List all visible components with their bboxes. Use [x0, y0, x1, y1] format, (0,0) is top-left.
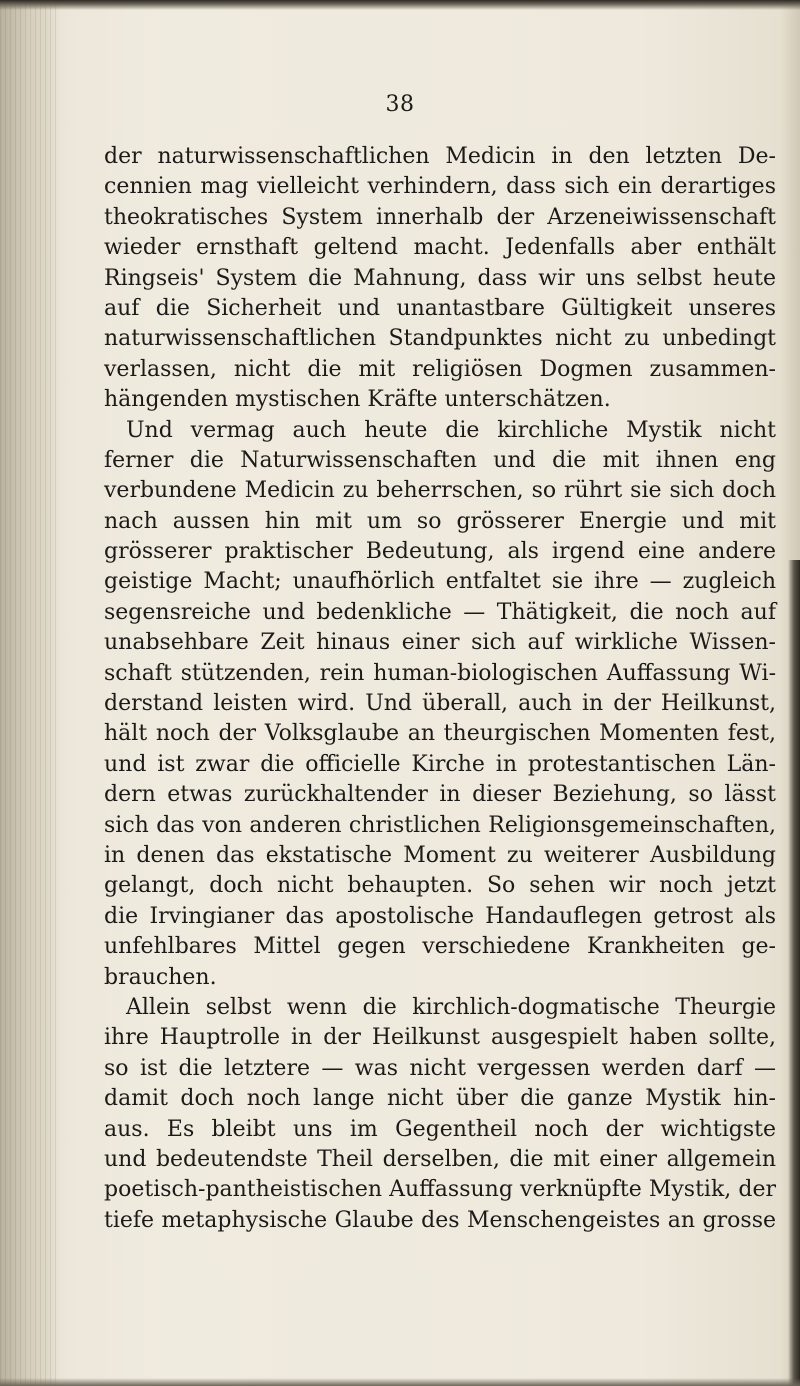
bottom-page-edge: [0, 1378, 800, 1386]
text-line: damit doch noch lange nicht über die ganze Mystik hin-: [104, 1086, 776, 1112]
text-line: ferner die Naturwissenschaften und die mit ihnen eng: [104, 447, 776, 473]
text-line: und bedeutendste Theil derselben, die mit einer allgemein: [104, 1146, 776, 1172]
right-page-edge: [788, 560, 800, 1386]
text-line: poetisch-pantheistischen Auffassung verknüpfte Mystik, der: [104, 1177, 776, 1203]
text-line: grösserer praktischer Bedeutung, als irgend eine andere: [104, 539, 776, 565]
text-line: ihre Hauptrolle in der Heilkunst ausgespielt haben sollte,: [104, 1025, 776, 1051]
text-line: nach aussen hin mit um so grösserer Energie und mit: [104, 508, 776, 534]
text-line: verlassen, nicht die mit religiösen Dogmen zusammen-: [104, 356, 776, 382]
text-line: sich das von anderen christlichen Religionsgemeinschaften,: [104, 812, 776, 838]
text-line: unfehlbares Mittel gegen verschiedene Krankheiten ge-: [104, 934, 776, 960]
text-line: cennien mag vielleicht verhindern, dass sich ein derartiges: [104, 174, 776, 200]
text-line: theokratisches System innerhalb der Arzeneiwissenschaft: [104, 204, 776, 230]
text-line: aus. Es bleibt uns im Gegentheil noch der wichtigste: [104, 1116, 776, 1142]
text-line: hält noch der Volksglaube an theurgischen Momenten fest,: [104, 721, 776, 747]
text-line: Und vermag auch heute die kirchliche Mystik nicht: [126, 417, 776, 443]
text-line: derstand leisten wird. Und überall, auch in der Heilkunst,: [104, 691, 776, 717]
text-line: der naturwissenschaftlichen Medicin in den letzten De-: [104, 144, 776, 169]
text-line: brauchen.: [104, 964, 217, 990]
text-line: tiefe metaphysische Glaube des Menschengeistes an grosse: [104, 1207, 776, 1233]
text-line: auf die Sicherheit und unantastbare Gültigkeit unseres: [104, 295, 776, 321]
text-line: gelangt, doch nicht behaupten. So sehen wir noch jetzt: [104, 873, 776, 899]
text-line: Ringseis' System die Mahnung, dass wir uns selbst heute: [104, 265, 776, 291]
text-line: geistige Macht; unaufhörlich entfaltet sie ihre — zugleich: [104, 569, 776, 595]
text-line: so ist die letztere — was nicht vergessen werden darf —: [104, 1055, 776, 1081]
text-line: naturwissenschaftlichen Standpunktes nicht zu unbedingt: [104, 326, 776, 352]
text-line: segensreiche und bedenkliche — Thätigkeit, die noch auf: [104, 599, 776, 625]
page-number: 38: [385, 92, 415, 117]
text-line: unabsehbare Zeit hinaus einer sich auf wirkliche Wissen-: [104, 630, 776, 656]
text-line: dern etwas zurückhaltender in dieser Beziehung, so lässt: [104, 782, 776, 808]
text-line: die Irvingianer das apostolische Handauflegen getrost als: [104, 903, 776, 929]
top-page-edge: [0, 0, 800, 10]
text-line: in denen das ekstatische Moment zu weiterer Ausbildung: [104, 842, 776, 868]
text-line: schaft stützenden, rein human-biologischen Auffassung Wi-: [104, 660, 776, 686]
text-line: verbundene Medicin zu beherrschen, so rührt sie sich doch: [104, 478, 776, 504]
text-line: wieder ernsthaft geltend macht. Jedenfalls aber enthält: [104, 235, 776, 261]
body-text: [104, 142, 776, 1236]
text-line: und ist zwar die officielle Kirche in protestantischen Län-: [104, 751, 776, 777]
text-line: hängenden mystischen Kräfte unterschätzen.: [104, 387, 611, 413]
text-line: Allein selbst wenn die kirchlich-dogmatische Theurgie: [126, 994, 776, 1020]
binding-edge: [0, 0, 60, 1386]
